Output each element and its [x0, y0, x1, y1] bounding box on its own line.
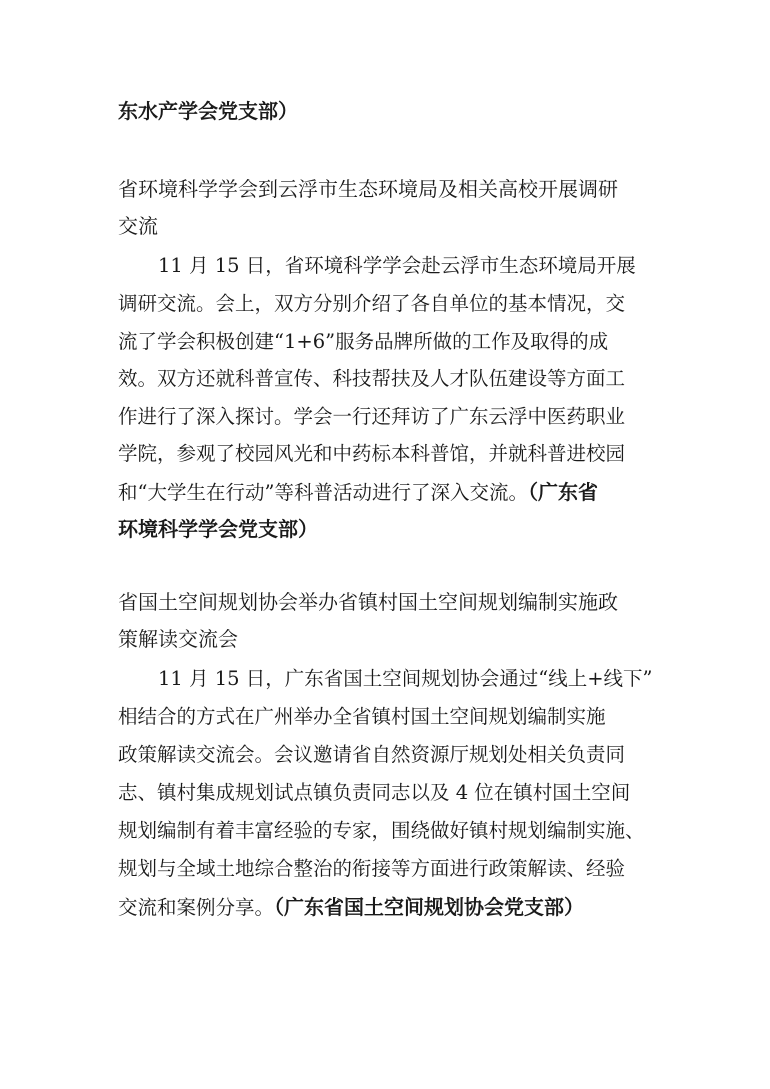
- article-title-line: 交流: [118, 214, 158, 238]
- article-body-text: 和“大学生在行动”等科普活动进行了深入交流。: [118, 481, 528, 504]
- article-body-text: 交流和案例分享。: [118, 896, 275, 919]
- article-body-line: 流了学会积极创建“1+6”服务品牌所做的工作及取得的成: [118, 330, 609, 353]
- article-body-line: 规划编制有着丰富经验的专家，围绕做好镇村规划编制实施、: [118, 819, 645, 842]
- article-title-line: 策解读交流会: [118, 627, 238, 651]
- article-body-line: 作进行了深入探讨。学会一行还拜访了广东云浮中医药职业: [118, 405, 626, 428]
- article-body-line: 11 月 15 日，广东省国土空间规划协会通过“线上+线下”: [158, 667, 653, 690]
- article-title-line: 省环境科学学会到云浮市生态环境局及相关高校开展调研: [118, 177, 618, 201]
- article-body-line: 政策解读交流会。会议邀请省自然资源厅规划处相关负责同: [118, 743, 626, 766]
- article-source: （广东省: [527, 480, 598, 504]
- article-body-line: 相结合的方式在广州举办全省镇村国土空间规划编制实施: [118, 705, 606, 728]
- article-body-line: 调研交流。会上，双方分别介绍了各自单位的基本情况，交: [118, 292, 626, 315]
- article-source: （广东省国土空间规划协会党支部）: [274, 895, 585, 919]
- article-body-line: 规划与全域土地综合整治的衔接等方面进行政策解读、经验: [118, 857, 626, 880]
- article-body-line: 效。双方还就科普宣传、科技帮扶及人才队伍建设等方面工: [118, 367, 626, 390]
- article-body-line: 学院，参观了校园风光和中药标本科普馆，并就科普进校园: [118, 442, 626, 465]
- article-body-line: 11 月 15 日，省环境科学学会赴云浮市生态环境局开展: [158, 254, 636, 277]
- article-source-tail: 环境科学学会党支部）: [118, 517, 318, 541]
- article-body-line: 志、镇村集成规划试点镇负责同志以及 4 位在镇村国土空间: [118, 781, 631, 804]
- article-body-line: [118, 894, 663, 921]
- previous-article-source-tail: 东水产学会党支部）: [118, 99, 298, 123]
- article-title-line: 省国土空间规划协会举办省镇村国土空间规划编制实施政: [118, 590, 618, 614]
- article-body-line: [118, 479, 663, 506]
